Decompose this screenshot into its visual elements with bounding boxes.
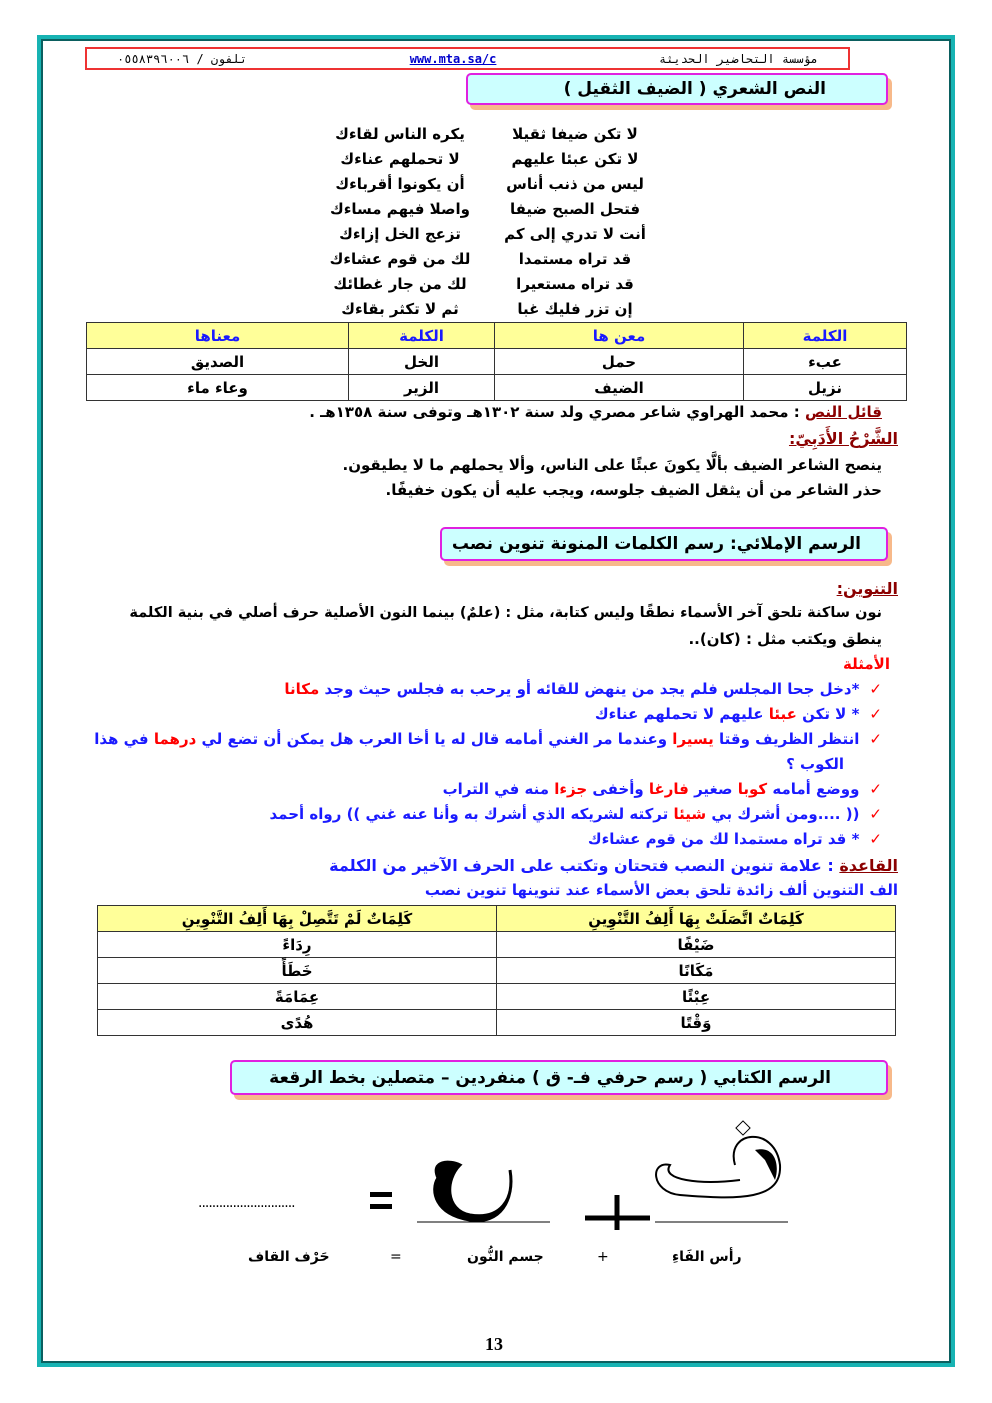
example-segment: عبئا	[768, 705, 797, 723]
example-segment: *دخل جحا المجلس فلم يجد من ينهض للقائه أو يرحب به فجلس حيث وجد	[319, 680, 860, 698]
example-line	[595, 705, 882, 723]
col-header: كَلِمَاتٌ لَمْ تَتَّصِلْ بِهَا أَلِفُ التَّنْوِينِ	[98, 906, 497, 932]
example-segment: * قد تراه مستمدا لك من قوم عشاءك	[587, 830, 860, 848]
tanween-def: نون ساكنة تلحق آخر الأسماء نطقًا وليس كتابة، مثل : (علمٌ) بينما النون الأصلية حرف أصلي في بنية الكلمة	[129, 605, 882, 621]
poem-line: واصلا فيهم مساءك	[329, 200, 470, 218]
cell: مَكَانًا	[497, 958, 896, 984]
answer-blank[interactable]: ............................	[198, 1195, 295, 1211]
col-header: الكلمة	[744, 323, 907, 349]
author-line	[309, 403, 882, 421]
label-equals: =	[390, 1249, 402, 1265]
poem-line: قد تراه مستعيرا	[516, 275, 634, 293]
label-qaf: حَرْف القاف	[248, 1249, 330, 1265]
col-header: معن ها	[495, 323, 744, 349]
example-line	[94, 730, 882, 748]
rule-line2: الف التنوين ألف زائدة تلحق بعض الأسماء عند تنوينها تنوين نصب	[424, 881, 898, 899]
check-icon: ✓	[869, 805, 882, 823]
cell: نزيل	[744, 375, 907, 401]
example-line	[588, 830, 882, 848]
example-segment: يسيرا	[672, 730, 714, 748]
check-icon: ✓	[869, 830, 882, 848]
example-line	[270, 805, 883, 823]
example-segment: الكوب ؟	[786, 755, 844, 773]
example-segment: مكانا	[284, 680, 320, 698]
example-segment: (( ....ومن أشرك بي	[706, 805, 860, 823]
col-header: الكلمة	[349, 323, 495, 349]
plus-sign-icon	[585, 1195, 650, 1230]
table-row	[87, 375, 907, 401]
cell: وَقْتًا	[497, 1010, 896, 1036]
label-fa-head: رأس الفَاءِ	[672, 1249, 742, 1265]
example-line	[786, 755, 844, 773]
vocab-table	[86, 322, 907, 401]
equals-sign-icon	[370, 1192, 392, 1209]
section-title-poem: النص الشعري ( الضيف الثقيل )	[466, 73, 888, 105]
table-row	[87, 349, 907, 375]
tanween-def: ينطق ويكتب مثل : (كان)..	[688, 630, 882, 648]
example-segment: * لا تكن	[796, 705, 860, 723]
poem-line: فتحل الصبح ضيفا	[509, 200, 641, 218]
col-header: معناها	[87, 323, 349, 349]
cell: الضيف	[495, 375, 744, 401]
rule-text: : علامة تنوين النصب فتحتان وتكتب على الحرف الآخير من الكلمة	[329, 856, 840, 875]
sharh-label: الشَّرْحُ الأَدَبِيّ:	[788, 429, 898, 448]
author-label: قائل النص	[804, 403, 882, 421]
check-icon: ✓	[869, 705, 882, 723]
check-icon: ✓	[869, 730, 882, 748]
cell: عِمَامَةً	[98, 984, 497, 1010]
website-link[interactable]: www.mta.sa/c	[409, 51, 497, 66]
cell: الزير	[349, 375, 495, 401]
table-row	[98, 932, 896, 958]
sharh-line: حذر الشاعر من أن يثقل الضيف جلوسه، ويجب عليه أن يكون خفيفًا.	[385, 481, 882, 499]
tanween-label: التنوين:	[836, 579, 898, 598]
poem-line: أن يكونوا أقرباءك	[335, 175, 465, 193]
cell: وعاء ماء	[87, 375, 349, 401]
section-title-spelling: الرسم الإملائي: رسم الكلمات المنونة تنوين نصب	[440, 527, 888, 561]
table-row	[98, 958, 896, 984]
poem-line: لا تكن ضيفا ثقيلا	[512, 125, 638, 143]
poem-line: ثم لا تكثر بقاءك	[341, 300, 459, 318]
poem-line: لك من جار غطائك	[333, 275, 467, 293]
poem-line: لا تحملهم عناءك	[340, 150, 460, 168]
cell: هُدًى	[98, 1010, 497, 1036]
cell: رِدَاءً	[98, 932, 497, 958]
rule-label: القاعدة	[839, 856, 898, 875]
fa-head-drawing	[655, 1121, 788, 1222]
rule-line	[329, 856, 898, 875]
page-number: 13	[485, 1334, 503, 1354]
noon-body-drawing	[417, 1162, 550, 1222]
poem-line: ليس من ذنب أناس	[506, 175, 644, 193]
cell: الصديق	[87, 349, 349, 375]
example-segment: كوبا	[737, 780, 768, 798]
poem-line: لا تكن عبئا عليهم	[511, 150, 639, 168]
section-title-calligraphy: الرسم الكتابي ( رسم حرفي فـ- ق ) منفردين – متصلين بخط الرقعة	[230, 1060, 888, 1095]
cell: عِبْئًا	[497, 984, 896, 1010]
label-plus: +	[597, 1249, 609, 1265]
example-segment: فارغا	[648, 780, 689, 798]
sharh-line: ينصح الشاعر الضيف بألَّا يكونَ عبئًا على الناس، وألا يحملهم ما لا يطيقون.	[342, 456, 882, 474]
example-segment: ووضع أمامه	[767, 780, 860, 798]
example-line	[284, 680, 882, 698]
poem-right-column	[475, 122, 675, 322]
example-segment: عليهم لا تحملهم عناءك	[594, 705, 769, 723]
poem-line: لك من قوم عشاءك	[329, 250, 471, 268]
check-icon: ✓	[869, 780, 882, 798]
table-row	[98, 1010, 896, 1036]
example-segment: جزءا	[554, 780, 588, 798]
example-segment: في هذا	[94, 730, 154, 748]
example-line	[443, 780, 882, 798]
label-noon-body: جسم النُّون	[467, 1249, 544, 1265]
example-segment: انتظر الظريف وقتا	[713, 730, 860, 748]
org-name: مؤسسة التحاضير الحديثة	[659, 51, 818, 66]
phone: تلفون / ٠٥٥٨٣٩٦٠٠٦	[117, 51, 248, 66]
example-segment: منه في التراب	[442, 780, 555, 798]
poem-line: يكره الناس لقاءك	[335, 125, 465, 143]
author-text: : محمد الهراوي شاعر مصري ولد سنة ١٣٠٢هـ وتوفى سنة ١٣٥٨هـ .	[309, 403, 805, 421]
poem-line: قد تراه مستمدا	[518, 250, 632, 268]
example-segment: شيئا	[673, 805, 707, 823]
poem-left-column	[300, 122, 500, 322]
example-segment: وعندما مر الغني أمامه قال له يا أخا العرب هل يمكن أن تضع لي	[196, 730, 673, 748]
poem-line: تزعج الخل إزاءك	[339, 225, 461, 243]
poem-line: إن تزر فليك غبا	[517, 300, 633, 318]
example-segment: درهما	[153, 730, 197, 748]
example-segment: وأخفى	[587, 780, 649, 798]
cell: خَطَأً	[98, 958, 497, 984]
poem-line: أنت لا تدري إلى كم	[504, 225, 646, 243]
check-icon: ✓	[869, 680, 882, 698]
calligraphy-diagram	[180, 1120, 820, 1230]
col-header: كَلِمَاتٌ اتَّصَلَتْ بِهَا أَلِفُ التَّنْوِينِ	[497, 906, 896, 932]
example-segment: تركته لشريكه الذي أشرك به وأنا عنه غني )) رواه أحمد	[269, 805, 674, 823]
cell: الخل	[349, 349, 495, 375]
cell: حمل	[495, 349, 744, 375]
page-header	[85, 47, 850, 70]
table-row	[98, 984, 896, 1010]
examples-label: الأمثلة	[843, 655, 890, 673]
example-segment: صغير	[688, 780, 738, 798]
cell: عبء	[744, 349, 907, 375]
cell: ضَيْفًا	[497, 932, 896, 958]
alif-table	[97, 905, 896, 1036]
